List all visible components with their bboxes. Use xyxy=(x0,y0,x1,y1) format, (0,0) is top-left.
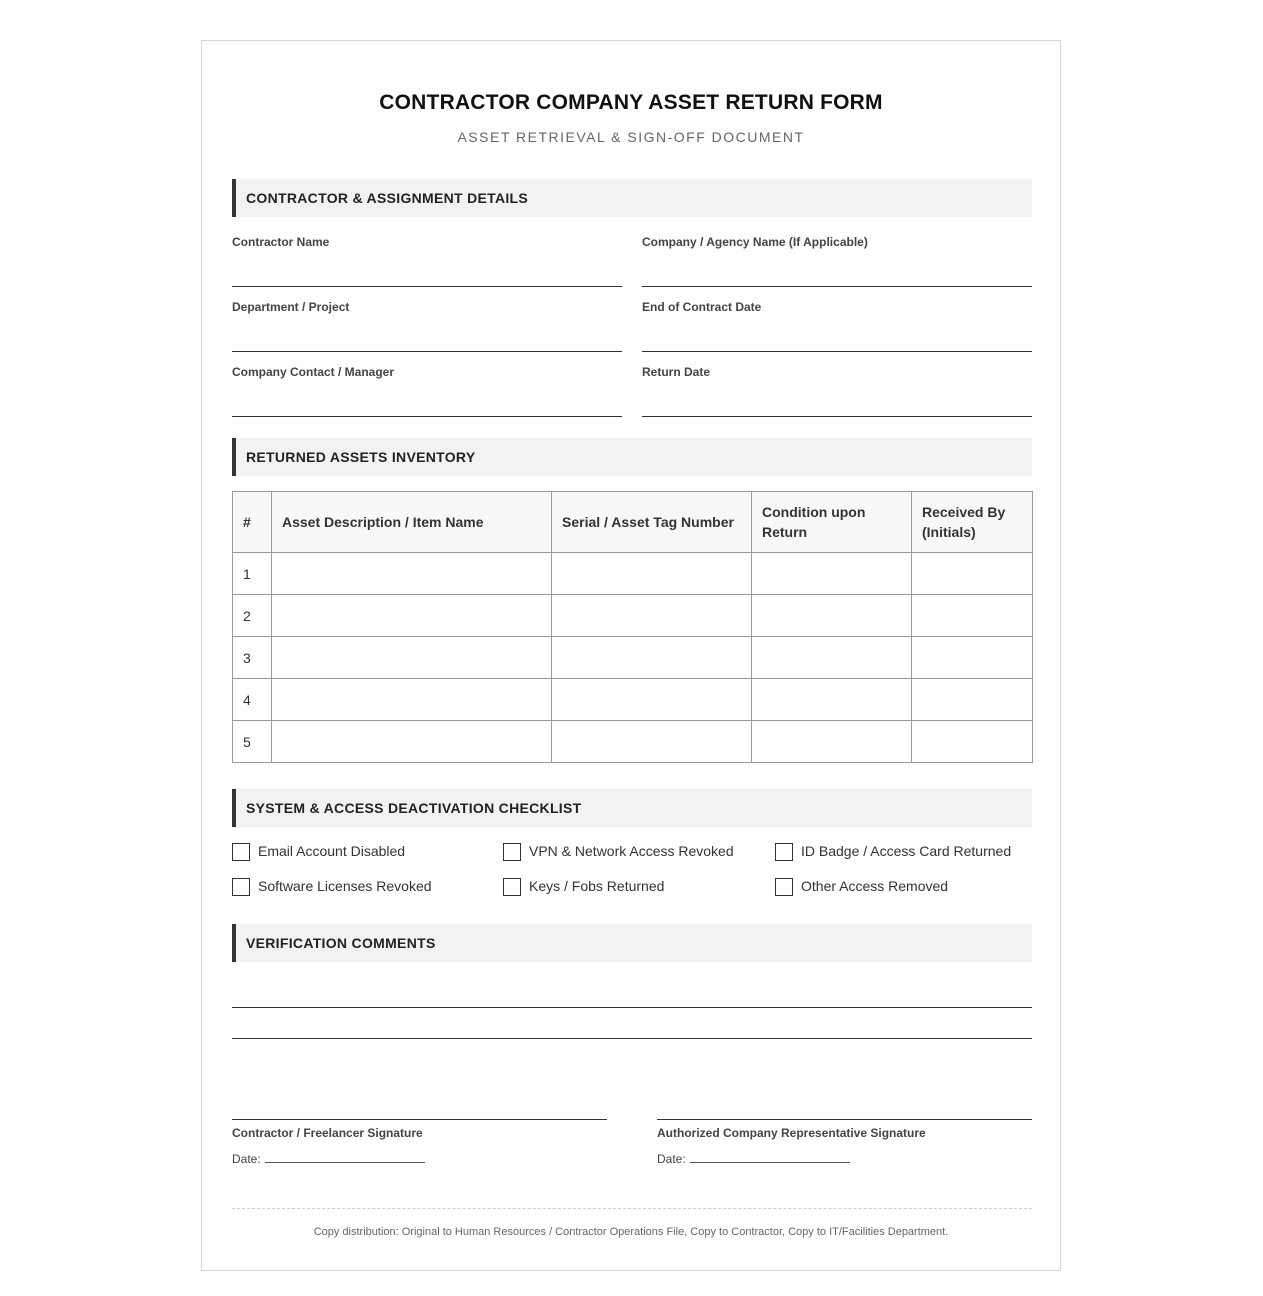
received-by-cell[interactable] xyxy=(912,595,1033,637)
signature-label: Contractor / Freelancer Signature xyxy=(232,1126,423,1140)
section-title: CONTRACTOR & ASSIGNMENT DETAILS xyxy=(246,190,529,206)
form-title: CONTRACTOR COMPANY ASSET RETURN FORM xyxy=(379,91,883,114)
row-number: 5 xyxy=(233,721,272,763)
condition-cell[interactable] xyxy=(752,721,912,763)
serial-cell[interactable] xyxy=(552,595,752,637)
column-header-number: # xyxy=(233,492,272,553)
field-line[interactable] xyxy=(232,416,622,417)
company-contact-field[interactable] xyxy=(232,365,622,417)
checkbox-label: Software Licenses Revoked xyxy=(258,878,432,894)
comment-line[interactable] xyxy=(232,1007,1032,1008)
received-by-cell[interactable] xyxy=(912,679,1033,721)
table-row xyxy=(233,637,1033,679)
date-line[interactable] xyxy=(690,1151,850,1163)
date-label: Date: xyxy=(657,1152,686,1166)
checkbox-square[interactable] xyxy=(775,843,793,861)
field-label: Contractor Name xyxy=(232,235,330,249)
end-of-contract-date-field[interactable] xyxy=(642,300,1032,352)
field-line[interactable] xyxy=(232,351,622,352)
row-number: 2 xyxy=(233,595,272,637)
field-line[interactable] xyxy=(642,351,1032,352)
footer-note: Copy distribution: Original to Human Resources / Contractor Operations File, Copy to Contractor, Copy to IT/Facilities Department. xyxy=(313,1226,949,1238)
form-subtitle: ASSET RETRIEVAL & SIGN-OFF DOCUMENT xyxy=(457,129,805,145)
checkbox-label: Other Access Removed xyxy=(801,878,949,894)
received-by-cell[interactable] xyxy=(912,637,1033,679)
checkbox-square[interactable] xyxy=(232,843,250,861)
return-date-field[interactable] xyxy=(642,365,1032,417)
column-header-serial: Serial / Asset Tag Number xyxy=(552,492,752,553)
checkbox-square[interactable] xyxy=(503,878,521,896)
asset-description-cell[interactable] xyxy=(272,595,552,637)
field-label: Return Date xyxy=(642,365,711,379)
signature-date xyxy=(657,1151,850,1166)
field-label: End of Contract Date xyxy=(642,300,762,314)
row-number: 4 xyxy=(233,679,272,721)
section-title: VERIFICATION COMMENTS xyxy=(246,935,436,951)
inventory-table xyxy=(232,491,1033,763)
company-agency-field[interactable] xyxy=(642,235,1032,287)
condition-cell[interactable] xyxy=(752,637,912,679)
condition-cell[interactable] xyxy=(752,595,912,637)
serial-cell[interactable] xyxy=(552,637,752,679)
asset-description-cell[interactable] xyxy=(272,679,552,721)
checkbox-label: ID Badge / Access Card Returned xyxy=(801,843,1012,859)
condition-cell[interactable] xyxy=(752,679,912,721)
asset-description-cell[interactable] xyxy=(272,553,552,595)
contractor-name-field[interactable] xyxy=(232,235,622,287)
footer-divider xyxy=(232,1208,1032,1209)
checkbox-square[interactable] xyxy=(232,878,250,896)
serial-cell[interactable] xyxy=(552,721,752,763)
asset-description-cell[interactable] xyxy=(272,721,552,763)
section-title: SYSTEM & ACCESS DEACTIVATION CHECKLIST xyxy=(246,800,582,816)
department-project-field[interactable] xyxy=(232,300,622,352)
deactivation-checklist xyxy=(232,843,1032,907)
checkbox-label: VPN & Network Access Revoked xyxy=(529,843,734,859)
column-header-condition: Condition upon Return xyxy=(752,492,912,553)
table-row xyxy=(233,553,1033,595)
field-label: Company Contact / Manager xyxy=(232,365,395,379)
row-number: 3 xyxy=(233,637,272,679)
section-header-checklist xyxy=(232,789,1032,827)
comment-line[interactable] xyxy=(232,1038,1032,1039)
form-page xyxy=(201,40,1061,1271)
serial-cell[interactable] xyxy=(552,679,752,721)
asset-description-cell[interactable] xyxy=(272,637,552,679)
field-line[interactable] xyxy=(642,286,1032,287)
checkbox-label: Keys / Fobs Returned xyxy=(529,878,665,894)
table-header-row xyxy=(233,492,1033,553)
checkbox-label: Email Account Disabled xyxy=(258,843,406,859)
field-label: Department / Project xyxy=(232,300,350,314)
table-row xyxy=(233,721,1033,763)
table-row xyxy=(233,595,1033,637)
received-by-cell[interactable] xyxy=(912,553,1033,595)
row-number: 1 xyxy=(233,553,272,595)
section-header-inventory xyxy=(232,438,1032,476)
signature-line[interactable] xyxy=(232,1119,607,1120)
signature-date xyxy=(232,1151,425,1166)
signature-label: Authorized Company Representative Signature xyxy=(657,1126,926,1140)
received-by-cell[interactable] xyxy=(912,721,1033,763)
signature-line[interactable] xyxy=(657,1119,1032,1120)
date-line[interactable] xyxy=(265,1151,425,1163)
column-header-received-by: Received By (Initials) xyxy=(912,492,1033,553)
field-line[interactable] xyxy=(232,286,622,287)
field-line[interactable] xyxy=(642,416,1032,417)
section-header-comments xyxy=(232,924,1032,962)
condition-cell[interactable] xyxy=(752,553,912,595)
table-row xyxy=(233,679,1033,721)
section-title: RETURNED ASSETS INVENTORY xyxy=(246,449,476,465)
serial-cell[interactable] xyxy=(552,553,752,595)
field-label: Company / Agency Name (If Applicable) xyxy=(642,235,868,249)
column-header-asset-description: Asset Description / Item Name xyxy=(272,492,552,553)
checkbox-square[interactable] xyxy=(775,878,793,896)
checkbox-square[interactable] xyxy=(503,843,521,861)
section-header-details xyxy=(232,179,1032,217)
date-label: Date: xyxy=(232,1152,261,1166)
